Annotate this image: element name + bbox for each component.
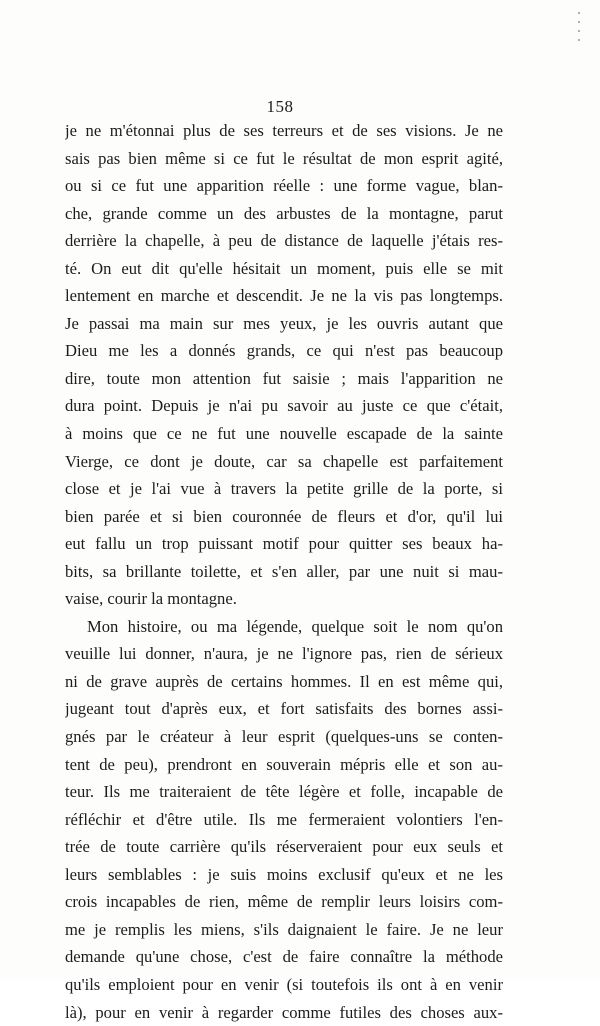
text-line: eut fallu un trop puissant motif pour quitter ses beaux ha- [65, 530, 503, 558]
text-line: réfléchir et d'être utile. Ils me fermeraient volontiers l'en- [65, 806, 503, 834]
text-line: qu'ils emploient pour en venir (si toutefois ils ont à en venir [65, 971, 503, 999]
text-line: à moins que ce ne fut une nouvelle escapade de la sainte [65, 420, 503, 448]
text-line: crois incapables de rien, même de remplir leurs loisirs com- [65, 888, 503, 916]
text-line: teur. Ils me traiteraient de tête légère et folle, incapable de [65, 778, 503, 806]
text-line: Vierge, ce dont je doute, car sa chapelle est parfaitement [65, 448, 503, 476]
text-line: Mon histoire, ou ma légende, quelque soit le nom qu'on [65, 613, 503, 641]
text-line: leurs semblables : je suis moins exclusif qu'eux et ne les [65, 861, 503, 889]
text-line: veuille lui donner, n'aura, je ne l'ignore pas, rien de sérieux [65, 640, 503, 668]
text-line: là), pour en venir à regarder comme futiles des choses aux- [65, 999, 503, 1026]
text-line: té. On eut dit qu'elle hésitait un moment, puis elle se mit [65, 255, 503, 283]
text-line: ou si ce fut une apparition réelle : une forme vague, blan- [65, 172, 503, 200]
page-number: 158 [0, 97, 560, 117]
text-line: derrière la chapelle, à peu de distance de laquelle j'étais res- [65, 227, 503, 255]
text-line: bien parée et si bien couronnée de fleurs et d'or, qu'il lui [65, 503, 503, 531]
text-line: vaise, courir la montagne. [65, 585, 503, 613]
text-line: Dieu me les a donnés grands, ce qui n'est pas beaucoup [65, 337, 503, 365]
text-line: demande qu'une chose, c'est de faire connaître la méthode [65, 943, 503, 971]
text-line: bits, sa brillante toilette, et s'en aller, par une nuit si mau- [65, 558, 503, 586]
text-line: me je remplis les miens, s'ils daignaient le faire. Je ne leur [65, 916, 503, 944]
text-line: Je passai ma main sur mes yeux, je les ouvris autant que [65, 310, 503, 338]
text-line: sais pas bien même si ce fut le résultat de mon esprit agité, [65, 145, 503, 173]
margin-dots [576, 12, 582, 46]
text-line: ni de grave auprès de certains hommes. Il en est même qui, [65, 668, 503, 696]
text-line: che, grande comme un des arbustes de la montagne, parut [65, 200, 503, 228]
body-text [65, 117, 503, 1026]
text-line: jugeant tout d'après eux, et fort satisfaits des bornes assi- [65, 695, 503, 723]
text-line: close et je l'ai vue à travers la petite grille de la porte, si [65, 475, 503, 503]
paragraph-1 [65, 117, 503, 613]
text-line: tent de peu), prendront en souverain mépris elle et son au- [65, 751, 503, 779]
text-line: dura point. Depuis je n'ai pu savoir au juste ce que c'était, [65, 392, 503, 420]
text-line: trée de toute carrière qu'ils réserveraient pour eux seuls et [65, 833, 503, 861]
text-line: je ne m'étonnai plus de ses terreurs et de ses visions. Je ne [65, 117, 503, 145]
paragraph-2 [65, 613, 503, 1026]
text-line: gnés par le créateur à leur esprit (quelques-uns se conten- [65, 723, 503, 751]
text-line: lentement en marche et descendit. Je ne la vis pas longtemps. [65, 282, 503, 310]
text-line: dire, toute mon attention fut saisie ; mais l'apparition ne [65, 365, 503, 393]
